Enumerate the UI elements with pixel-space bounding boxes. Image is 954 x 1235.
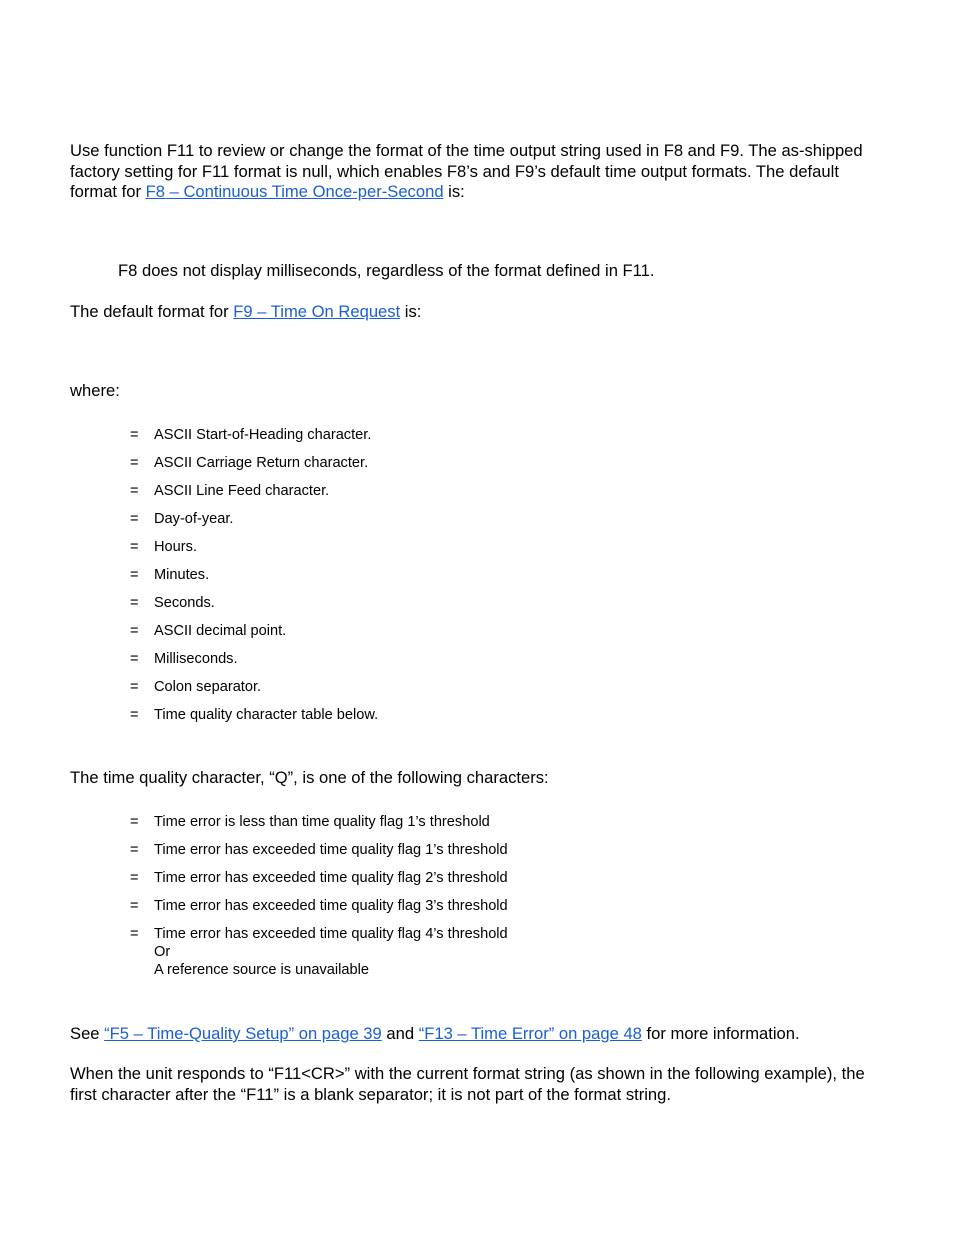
see-paragraph <box>70 1024 870 1045</box>
see-text: See <box>70 1024 105 1043</box>
equals-sign: = <box>130 511 139 527</box>
definition-text: Milliseconds. <box>154 651 238 667</box>
where-label: where: <box>70 381 120 400</box>
intro-paragraph <box>70 141 870 203</box>
definition-alt-line: A reference source is unavailable <box>154 962 369 978</box>
see-text-end: for more information. <box>641 1024 800 1043</box>
or-text: Or <box>154 944 171 960</box>
definition-text: Time error has exceeded time quality flag 2’s threshold <box>154 870 508 886</box>
definition-text: ASCII Carriage Return character. <box>154 455 369 471</box>
definition-text: Time error has exceeded time quality flag 1’s threshold <box>154 842 508 858</box>
f9-paragraph <box>70 302 870 323</box>
equals-sign: = <box>130 623 139 639</box>
list-item <box>130 594 830 622</box>
see-text-and: and <box>381 1024 419 1043</box>
equals-sign: = <box>130 567 139 583</box>
definition-text: ASCII decimal point. <box>154 623 287 639</box>
definition-text: Day-of-year. <box>154 511 234 527</box>
list-item <box>130 538 830 566</box>
quality-intro: The time quality character, “Q”, is one of the following characters: <box>70 768 549 787</box>
list-item <box>130 813 830 841</box>
list-item <box>130 897 830 925</box>
quality-char-list <box>130 813 830 978</box>
link-f8-continuous-time[interactable]: F8 – Continuous Time Once-per-Second <box>145 182 444 201</box>
f9-text: The default format for <box>70 302 234 321</box>
link-f9-time-on-request[interactable]: F9 – Time On Request <box>233 302 401 321</box>
definition-text: ASCII Line Feed character. <box>154 483 330 499</box>
definition-text: Time error has exceeded time quality flag 3’s threshold <box>154 898 508 914</box>
definition-text: Time quality character table below. <box>154 707 379 723</box>
equals-sign: = <box>130 483 139 499</box>
equals-sign: = <box>130 926 139 942</box>
equals-sign: = <box>130 814 139 830</box>
definition-text <box>154 925 508 979</box>
equals-sign: = <box>130 707 139 723</box>
link-f5-time-quality-setup[interactable]: “F5 – Time-Quality Setup” on page 39 <box>104 1024 382 1043</box>
format-symbol-list <box>130 426 830 734</box>
f9-text-end: is: <box>400 302 422 321</box>
equals-sign: = <box>130 455 139 471</box>
list-item <box>130 566 830 594</box>
list-item <box>130 841 830 869</box>
intro-text-end: is: <box>443 182 465 201</box>
definition-text: Colon separator. <box>154 679 262 695</box>
list-item <box>130 678 830 706</box>
f8-note: F8 does not display milliseconds, regardless of the format defined in F11. <box>118 261 655 280</box>
equals-sign: = <box>130 595 139 611</box>
equals-sign: = <box>130 651 139 667</box>
equals-sign: = <box>130 898 139 914</box>
equals-sign: = <box>130 842 139 858</box>
definition-text: ASCII Start-of-Heading character. <box>154 427 372 443</box>
equals-sign: = <box>130 679 139 695</box>
definition-text: Seconds. <box>154 595 215 611</box>
equals-sign: = <box>130 427 139 443</box>
equals-sign: = <box>130 539 139 555</box>
list-item <box>130 482 830 510</box>
list-item <box>130 706 830 734</box>
response-paragraph: When the unit responds to “F11<CR>” with the current format string (as shown in the following example), the first character after the “F11” is a blank separator; it is not part of the format string. <box>70 1064 865 1104</box>
list-item <box>130 622 830 650</box>
list-item <box>130 510 830 538</box>
definition-text: Hours. <box>154 539 197 555</box>
list-item <box>130 869 830 897</box>
list-item <box>130 454 830 482</box>
definition-text: Minutes. <box>154 567 210 583</box>
link-f13-time-error[interactable]: “F13 – Time Error” on page 48 <box>418 1024 642 1043</box>
list-item <box>130 650 830 678</box>
definition-line: Time error has exceeded time quality flag 4’s threshold <box>154 926 508 942</box>
equals-sign: = <box>130 870 139 886</box>
list-item <box>130 426 830 454</box>
intro-text: Use function F11 to review or change the format of the time output string used in F8 and F9. The as-shipped factory setting for F11 format is null, which enables F8’s and F9’s default time output formats. The default format for <box>70 141 863 201</box>
definition-text: Time error is less than time quality flag 1’s threshold <box>154 814 490 830</box>
